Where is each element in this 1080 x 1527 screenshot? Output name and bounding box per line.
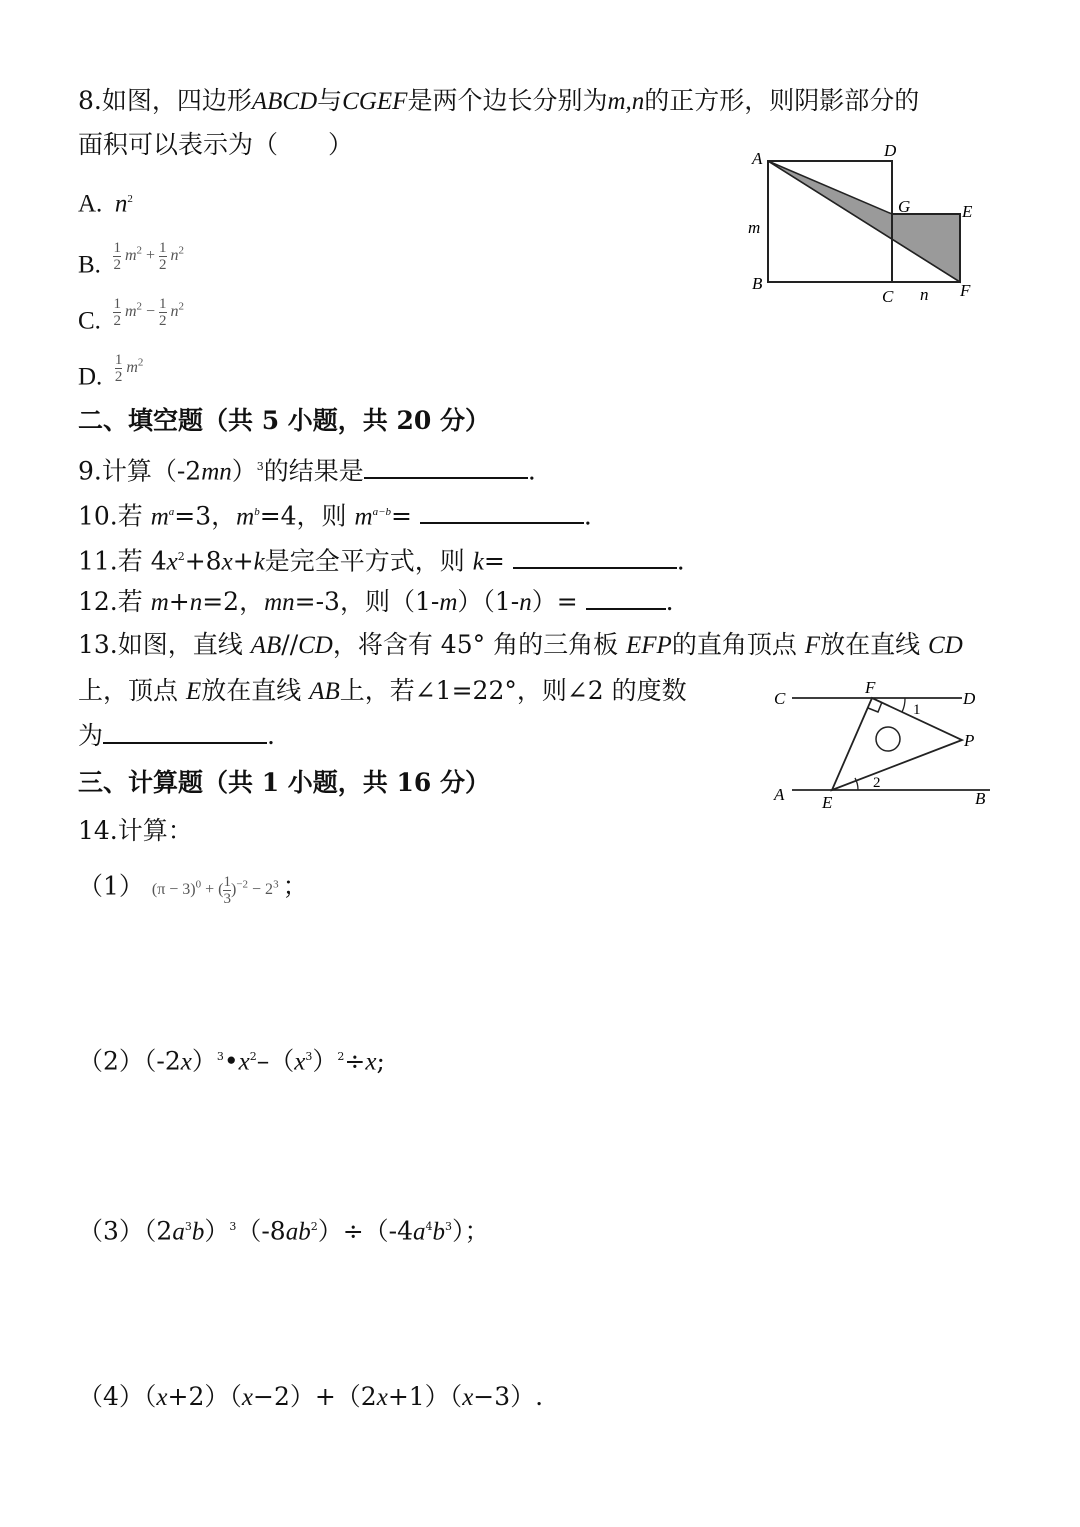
label-G: G <box>898 197 911 216</box>
label-E: E <box>822 793 833 812</box>
label-A: A <box>752 149 763 168</box>
q11-answer-blank[interactable] <box>513 545 677 569</box>
q8-line1: 8.如图，四边形ABCD与CGEF是两个边长分别为m,n的正方形，则阴影部分的 <box>78 86 920 115</box>
q12-answer-blank[interactable] <box>586 586 666 610</box>
label-F: F <box>865 678 876 697</box>
q14-part2: $(2)(-2x)^3•x^2-(x^3)^2\div x$; <box>78 1046 385 1076</box>
q10-answer-blank[interactable] <box>420 500 584 524</box>
label-D: D <box>963 689 976 708</box>
label-C: C <box>882 287 894 306</box>
label-F: F <box>960 281 971 300</box>
label-C: C <box>774 689 786 708</box>
q14-part4: （4）（x+2）（x−2）+（2x+1）（x−3）. <box>78 1382 544 1411</box>
q8-option-c: C. $\frac{1}{2}$ $m^2$ − $\frac{1}{2}$ $n^2$ <box>78 296 185 335</box>
label-n: n <box>920 285 929 304</box>
q8-option-a: A. $n^2$ <box>78 190 133 218</box>
label-P: P <box>964 731 975 750</box>
section3-title: 三、计算题（共 1 小题，共 16 分） <box>78 768 491 797</box>
label-B: B <box>752 274 763 293</box>
q13-line2: 上，顶点 E放在直线 AB上，若∠1=22°，则∠2 的度数 <box>78 676 687 705</box>
q13-answer-blank[interactable] <box>103 720 267 744</box>
label-A: A <box>774 785 785 804</box>
q9-answer-blank[interactable] <box>364 455 528 479</box>
label-m: m <box>748 218 761 237</box>
q10: 10.若 $m^a=3$，$m^b=4$，则 $m^{a-b}=$ . <box>78 501 592 531</box>
label-1: 1 <box>913 702 921 718</box>
triangle-efp <box>832 698 962 790</box>
q13-figure <box>770 676 1000 816</box>
q8-option-d: D. $\frac{1}{2}$ $m^2$ <box>78 352 144 391</box>
section2-title: 二、填空题（共 5 小题，共 20 分） <box>78 406 491 435</box>
q13-line3: 为 . <box>78 721 275 750</box>
q8-option-b: B. $\frac{1}{2}$ $m^2$ + $\frac{1}{2}$ $n^2$ <box>78 240 185 279</box>
q14-part1: （1） $(\pi - 3)^0$ + ( $\frac{1}{3}$ )$^{-2} - 2^3$ ； <box>78 871 308 908</box>
q11: 11.若 $4x^2+8x+k$是完全平方式，则 k= . <box>78 546 685 576</box>
angle-1-arc <box>902 698 905 712</box>
q9: 9.计算$(-2mn)^3$的结果是 . <box>78 456 536 486</box>
q14-title: 14.计算： <box>78 816 193 845</box>
label-B: B <box>975 789 986 808</box>
q8-figure <box>740 136 990 306</box>
label-E: E <box>962 202 973 221</box>
triangle-hole <box>876 727 900 751</box>
q12: 12.若 m+n=2，mn=-3，则（1-m）（1-n）= . <box>78 587 674 616</box>
label-D: D <box>884 141 897 160</box>
q13-line1: 13.如图，直线 AB//CD，将含有 45° 角的三角板 EFP的直角顶点 F放在直线 CD <box>78 630 963 659</box>
label-2: 2 <box>873 775 881 791</box>
q8-line2: 面积可以表示为（ ） <box>78 130 354 159</box>
q14-part3: $(3)(2a^3b)^3(-8ab^2)\div(-4a^4b^3)$； <box>78 1216 490 1246</box>
